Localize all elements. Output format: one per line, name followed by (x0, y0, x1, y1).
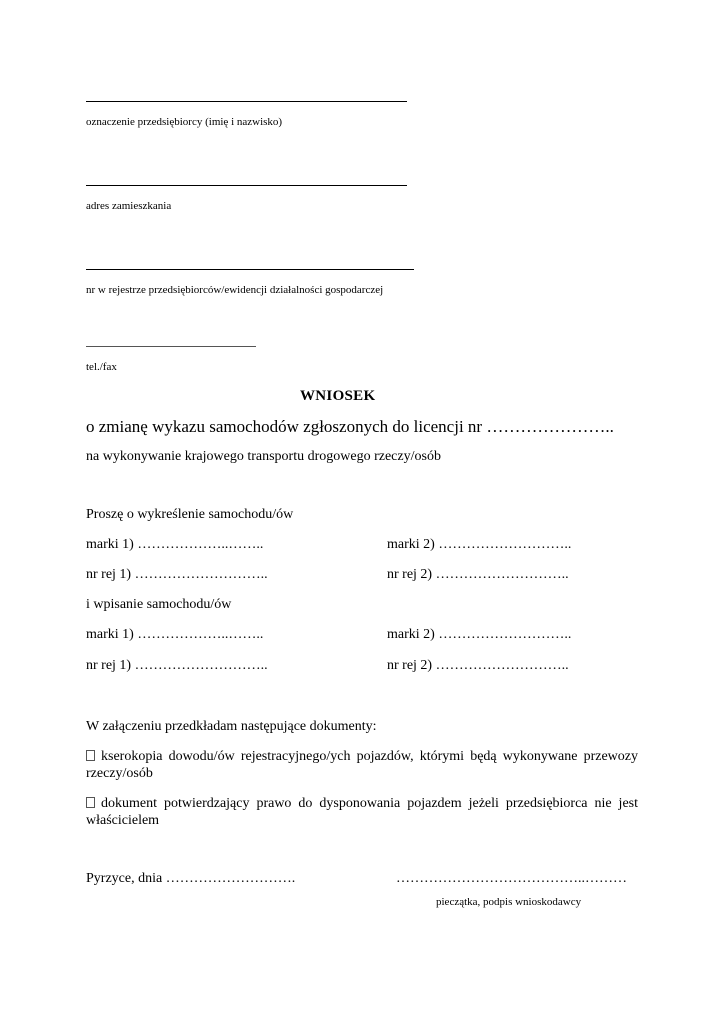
register-label: nr w rejestrze przedsiębiorców/ewidencji działalności gospodarczej (86, 284, 384, 296)
address-line (86, 185, 407, 186)
phone-line (86, 346, 256, 347)
removal-make-1: marki 1) ………………..…….. (86, 537, 264, 552)
entrepreneur-line (86, 101, 407, 102)
addition-reg-1: nr rej 1) ……………………….. (86, 658, 268, 673)
register-line (86, 269, 414, 270)
addition-reg-2: nr rej 2) ……………………….. (387, 658, 569, 673)
checkbox-icon[interactable] (86, 750, 95, 761)
entrepreneur-label: oznaczenie przedsiębiorcy (imię i nazwisko) (86, 116, 283, 128)
addition-heading: i wpisanie samochodu/ów (86, 597, 232, 612)
address-label: adres zamieszkania (86, 200, 172, 212)
addition-make-1: marki 1) ………………..…….. (86, 627, 264, 642)
removal-reg-2: nr rej 2) ……………………….. (387, 567, 569, 582)
attachments-heading: W załączeniu przedkładam następujące dokumenty: (86, 719, 377, 734)
signature-label: pieczątka, podpis wnioskodawcy (436, 896, 582, 908)
removal-reg-1: nr rej 1) ……………………….. (86, 567, 268, 582)
removal-heading: Proszę o wykreślenie samochodu/ów (86, 507, 294, 522)
document-title: WNIOSEK (300, 388, 376, 404)
attachment-item-2-text: dokument potwierdzający prawo do dysponowania pojazdem jeżeli przedsiębiorca nie jest właścicielem (86, 796, 638, 828)
removal-make-2: marki 2) ……………………….. (387, 537, 572, 552)
addition-make-2: marki 2) ……………………….. (387, 627, 572, 642)
attachment-item-1-text: kserokopia dowodu/ów rejestracyjnego/ych pojazdów, którymi będą wykonywane przewozy rzeczy/osób (86, 749, 638, 781)
place-date: Pyrzyce, dnia ………………………. (86, 871, 296, 886)
phone-label: tel./fax (86, 361, 117, 373)
signature-line: …………………………………..……… (396, 871, 627, 886)
checkbox-icon[interactable] (86, 797, 95, 808)
attachment-item-1 (86, 748, 638, 782)
document-subtitle: o zmianę wykazu samochodów zgłoszonych do licencji nr ………………….. (86, 417, 614, 436)
attachment-item-2 (86, 795, 638, 829)
document-subtitle-2: na wykonywanie krajowego transportu drogowego rzeczy/osób (86, 449, 441, 464)
